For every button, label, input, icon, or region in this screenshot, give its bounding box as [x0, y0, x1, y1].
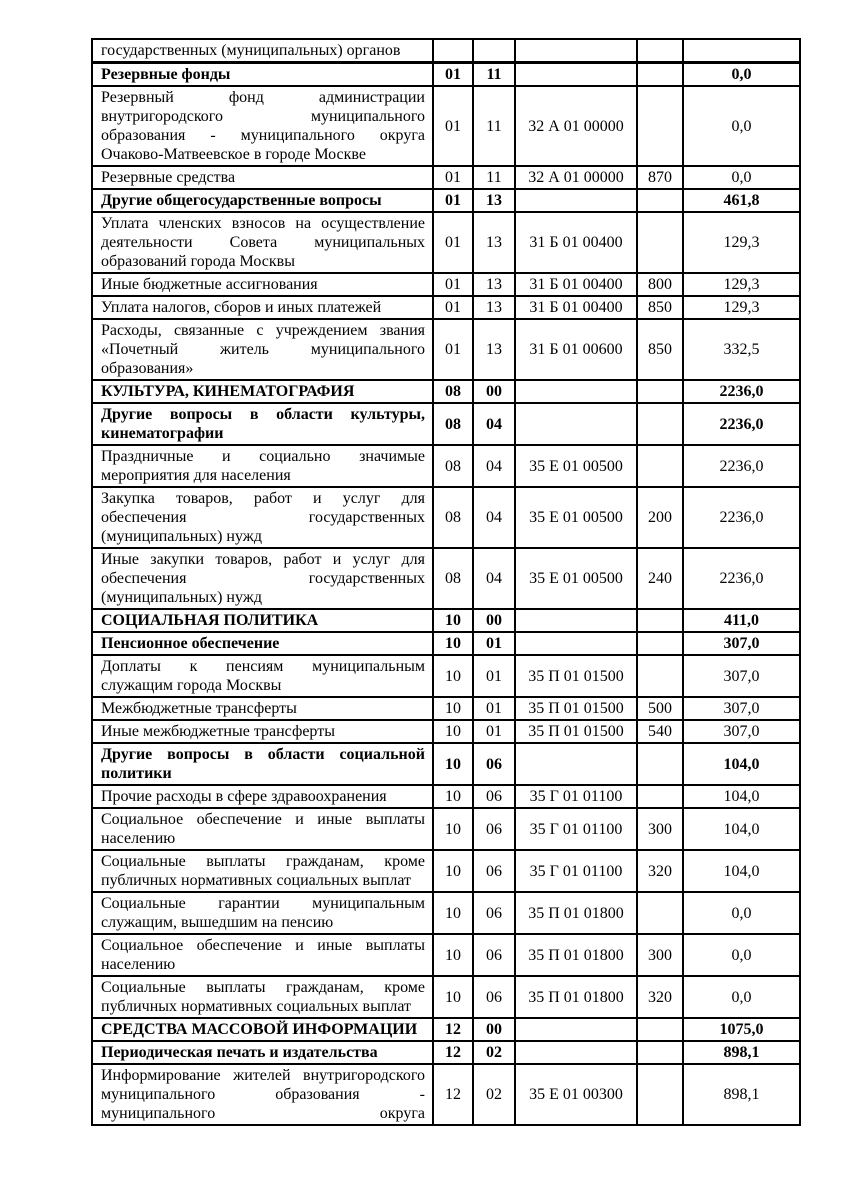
podrazdel-cell: 13 [473, 296, 515, 319]
expense-type-cell: 300 [637, 934, 683, 976]
csr-code-cell [515, 632, 637, 655]
razdel-cell: 10 [433, 934, 473, 976]
csr-code-cell: 32 А 01 00000 [515, 86, 637, 166]
table-row [92, 976, 800, 1018]
podrazdel-cell: 13 [473, 212, 515, 273]
podrazdel-cell: 01 [473, 655, 515, 697]
expense-type-cell: 850 [637, 319, 683, 380]
expense-type-cell [637, 380, 683, 403]
expense-name-cell: Другие вопросы в области культуры, кинематографии [92, 403, 433, 445]
sum-cell: 104,0 [683, 850, 800, 892]
podrazdel-cell: 04 [473, 548, 515, 609]
razdel-cell: 08 [433, 487, 473, 548]
csr-code-cell: 35 Е 01 00500 [515, 445, 637, 487]
table-row [92, 934, 800, 976]
sum-cell: 0,0 [683, 892, 800, 934]
podrazdel-cell: 06 [473, 743, 515, 785]
expense-type-cell: 320 [637, 850, 683, 892]
expense-name-cell: Пенсионное обеспечение [92, 632, 433, 655]
table-row [92, 1064, 800, 1125]
table-row [92, 743, 800, 785]
expense-name-cell: СОЦИАЛЬНАЯ ПОЛИТИКА [92, 609, 433, 632]
sum-cell: 411,0 [683, 609, 800, 632]
table-row [92, 86, 800, 166]
podrazdel-cell: 00 [473, 380, 515, 403]
expense-type-cell [637, 632, 683, 655]
sum-cell: 0,0 [683, 166, 800, 189]
sum-cell: 332,5 [683, 319, 800, 380]
podrazdel-cell: 01 [473, 632, 515, 655]
csr-code-cell: 35 П 01 01800 [515, 934, 637, 976]
razdel-cell: 01 [433, 296, 473, 319]
expense-type-cell [637, 189, 683, 212]
expense-name-cell: СРЕДСТВА МАССОВОЙ ИНФОРМАЦИИ [92, 1018, 433, 1041]
expense-name-cell: Резервные средства [92, 166, 433, 189]
sum-cell: 1075,0 [683, 1018, 800, 1041]
razdel-cell: 08 [433, 445, 473, 487]
expense-name-cell: Социальное обеспечение и иные выплаты населению [92, 808, 433, 850]
razdel-cell: 10 [433, 808, 473, 850]
podrazdel-cell: 04 [473, 445, 515, 487]
podrazdel-cell: 04 [473, 403, 515, 445]
razdel-cell: 08 [433, 548, 473, 609]
razdel-cell: 01 [433, 86, 473, 166]
expense-type-cell [637, 743, 683, 785]
podrazdel-cell: 06 [473, 850, 515, 892]
sum-cell: 0,0 [683, 976, 800, 1018]
expense-type-cell [637, 1064, 683, 1125]
table-row [92, 39, 800, 63]
csr-code-cell: 35 П 01 01800 [515, 892, 637, 934]
csr-code-cell: 31 Б 01 00600 [515, 319, 637, 380]
csr-code-cell: 35 П 01 01500 [515, 655, 637, 697]
table-row [92, 63, 800, 87]
expense-name-cell: Другие общегосударственные вопросы [92, 189, 433, 212]
podrazdel-cell: 11 [473, 63, 515, 87]
expense-type-cell [637, 63, 683, 87]
expense-name-cell: Иные бюджетные ассигнования [92, 273, 433, 296]
expense-type-cell [637, 86, 683, 166]
expense-name-cell: государственных (муниципальных) органов [92, 39, 433, 63]
sum-cell: 898,1 [683, 1041, 800, 1064]
sum-cell: 307,0 [683, 720, 800, 743]
expense-type-cell: 300 [637, 808, 683, 850]
table-row [92, 548, 800, 609]
podrazdel-cell: 13 [473, 319, 515, 380]
expense-name-cell: Межбюджетные трансферты [92, 697, 433, 720]
sum-cell: 307,0 [683, 697, 800, 720]
razdel-cell: 12 [433, 1064, 473, 1125]
razdel-cell: 01 [433, 189, 473, 212]
razdel-cell: 10 [433, 632, 473, 655]
razdel-cell: 01 [433, 63, 473, 87]
sum-cell: 2236,0 [683, 403, 800, 445]
table-row [92, 166, 800, 189]
podrazdel-cell: 01 [473, 720, 515, 743]
razdel-cell: 10 [433, 892, 473, 934]
podrazdel-cell: 04 [473, 487, 515, 548]
expense-type-cell [637, 445, 683, 487]
razdel-cell: 08 [433, 380, 473, 403]
expense-name-cell: Резервные фонды [92, 63, 433, 87]
expense-name-cell: Доплаты к пенсиям муниципальным служащим города Москвы [92, 655, 433, 697]
expense-type-cell [637, 403, 683, 445]
csr-code-cell: 35 Е 01 00500 [515, 487, 637, 548]
csr-code-cell: 35 П 01 01500 [515, 720, 637, 743]
sum-cell: 2236,0 [683, 548, 800, 609]
csr-code-cell: 35 П 01 01800 [515, 976, 637, 1018]
sum-cell: 104,0 [683, 808, 800, 850]
sum-cell: 129,3 [683, 296, 800, 319]
razdel-cell: 01 [433, 273, 473, 296]
sum-cell: 307,0 [683, 655, 800, 697]
razdel-cell: 01 [433, 212, 473, 273]
expense-name-cell: Уплата членских взносов на осуществление деятельности Совета муниципальных образований города Москвы [92, 212, 433, 273]
sum-cell: 461,8 [683, 189, 800, 212]
csr-code-cell: 35 Г 01 01100 [515, 785, 637, 808]
expense-type-cell: 500 [637, 697, 683, 720]
expense-name-cell: Прочие расходы в сфере здравоохранения [92, 785, 433, 808]
table-row [92, 445, 800, 487]
expense-type-cell [637, 785, 683, 808]
expense-name-cell: Резервный фонд администрации внутригородского муниципального образования - муниципального округа Очаково-Матвеевское в городе Москве [92, 86, 433, 166]
budget-table-body [92, 39, 800, 1125]
sum-cell: 307,0 [683, 632, 800, 655]
csr-code-cell: 32 А 01 00000 [515, 166, 637, 189]
razdel-cell: 10 [433, 976, 473, 1018]
expense-type-cell: 320 [637, 976, 683, 1018]
sum-cell: 104,0 [683, 785, 800, 808]
razdel-cell: 08 [433, 403, 473, 445]
podrazdel-cell: 00 [473, 609, 515, 632]
csr-code-cell [515, 39, 637, 63]
csr-code-cell [515, 609, 637, 632]
csr-code-cell [515, 189, 637, 212]
podrazdel-cell: 06 [473, 976, 515, 1018]
csr-code-cell: 35 Г 01 01100 [515, 808, 637, 850]
razdel-cell: 10 [433, 655, 473, 697]
podrazdel-cell: 01 [473, 697, 515, 720]
table-row [92, 850, 800, 892]
expense-name-cell: Закупка товаров, работ и услуг для обеспечения государственных (муниципальных) нужд [92, 487, 433, 548]
podrazdel-cell: 13 [473, 189, 515, 212]
expense-type-cell [637, 609, 683, 632]
podrazdel-cell: 02 [473, 1041, 515, 1064]
table-row [92, 609, 800, 632]
expense-type-cell: 850 [637, 296, 683, 319]
sum-cell: 2236,0 [683, 487, 800, 548]
sum-cell: 0,0 [683, 934, 800, 976]
expense-type-cell: 240 [637, 548, 683, 609]
budget-table [91, 38, 801, 1126]
table-row [92, 296, 800, 319]
table-row [92, 1041, 800, 1064]
expense-type-cell [637, 655, 683, 697]
expense-type-cell: 800 [637, 273, 683, 296]
expense-name-cell: Социальные выплаты гражданам, кроме публичных нормативных социальных выплат [92, 850, 433, 892]
table-row [92, 189, 800, 212]
expense-type-cell: 200 [637, 487, 683, 548]
table-row [92, 655, 800, 697]
sum-cell: 0,0 [683, 86, 800, 166]
razdel-cell: 10 [433, 697, 473, 720]
expense-type-cell [637, 1041, 683, 1064]
table-row [92, 785, 800, 808]
table-row [92, 808, 800, 850]
razdel-cell: 12 [433, 1041, 473, 1064]
table-row [92, 1018, 800, 1041]
expense-name-cell: Социальное обеспечение и иные выплаты населению [92, 934, 433, 976]
podrazdel-cell: 06 [473, 892, 515, 934]
expense-name-cell: КУЛЬТУРА, КИНЕМАТОГРАФИЯ [92, 380, 433, 403]
table-row [92, 319, 800, 380]
table-row [92, 720, 800, 743]
expense-name-cell: Расходы, связанные с учреждением звания «Почетный житель муниципального образования» [92, 319, 433, 380]
csr-code-cell [515, 1041, 637, 1064]
table-row [92, 212, 800, 273]
razdel-cell: 10 [433, 720, 473, 743]
expense-name-cell: Социальные гарантии муниципальным служащим, вышедшим на пенсию [92, 892, 433, 934]
razdel-cell: 10 [433, 850, 473, 892]
sum-cell: 129,3 [683, 212, 800, 273]
expense-type-cell [637, 892, 683, 934]
expense-type-cell: 540 [637, 720, 683, 743]
csr-code-cell: 35 Е 01 00500 [515, 548, 637, 609]
csr-code-cell: 35 Г 01 01100 [515, 850, 637, 892]
razdel-cell: 12 [433, 1018, 473, 1041]
expense-name-cell: Информирование жителей внутригородского муниципального образования - муниципального округа [92, 1064, 433, 1125]
sum-cell: 2236,0 [683, 445, 800, 487]
table-row [92, 487, 800, 548]
expense-name-cell: Другие вопросы в области социальной политики [92, 743, 433, 785]
csr-code-cell [515, 380, 637, 403]
table-row [92, 892, 800, 934]
csr-code-cell: 35 Е 01 00300 [515, 1064, 637, 1125]
podrazdel-cell: 02 [473, 1064, 515, 1125]
expense-name-cell: Иные закупки товаров, работ и услуг для обеспечения государственных (муниципальных) нужд [92, 548, 433, 609]
expense-name-cell: Иные межбюджетные трансферты [92, 720, 433, 743]
expense-name-cell: Периодическая печать и издательства [92, 1041, 433, 1064]
sum-cell: 104,0 [683, 743, 800, 785]
csr-code-cell [515, 1018, 637, 1041]
podrazdel-cell: 00 [473, 1018, 515, 1041]
expense-name-cell: Праздничные и социально значимые мероприятия для населения [92, 445, 433, 487]
expense-type-cell: 870 [637, 166, 683, 189]
razdel-cell: 01 [433, 166, 473, 189]
podrazdel-cell [473, 39, 515, 63]
csr-code-cell: 35 П 01 01500 [515, 697, 637, 720]
podrazdel-cell: 13 [473, 273, 515, 296]
razdel-cell [433, 39, 473, 63]
razdel-cell: 10 [433, 609, 473, 632]
csr-code-cell: 31 Б 01 00400 [515, 296, 637, 319]
csr-code-cell [515, 403, 637, 445]
csr-code-cell: 31 Б 01 00400 [515, 273, 637, 296]
table-row [92, 380, 800, 403]
podrazdel-cell: 06 [473, 934, 515, 976]
podrazdel-cell: 11 [473, 166, 515, 189]
razdel-cell: 10 [433, 785, 473, 808]
sum-cell: 2236,0 [683, 380, 800, 403]
csr-code-cell [515, 743, 637, 785]
sum-cell: 0,0 [683, 63, 800, 87]
csr-code-cell: 31 Б 01 00400 [515, 212, 637, 273]
podrazdel-cell: 11 [473, 86, 515, 166]
expense-name-cell: Социальные выплаты гражданам, кроме публичных нормативных социальных выплат [92, 976, 433, 1018]
table-row [92, 697, 800, 720]
razdel-cell: 10 [433, 743, 473, 785]
sum-cell: 129,3 [683, 273, 800, 296]
razdel-cell: 01 [433, 319, 473, 380]
table-row [92, 403, 800, 445]
podrazdel-cell: 06 [473, 785, 515, 808]
csr-code-cell [515, 63, 637, 87]
expense-name-cell: Уплата налогов, сборов и иных платежей [92, 296, 433, 319]
table-row [92, 632, 800, 655]
expense-type-cell [637, 212, 683, 273]
table-row [92, 273, 800, 296]
expense-type-cell [637, 1018, 683, 1041]
expense-type-cell [637, 39, 683, 63]
sum-cell [683, 39, 800, 63]
sum-cell: 898,1 [683, 1064, 800, 1125]
podrazdel-cell: 06 [473, 808, 515, 850]
